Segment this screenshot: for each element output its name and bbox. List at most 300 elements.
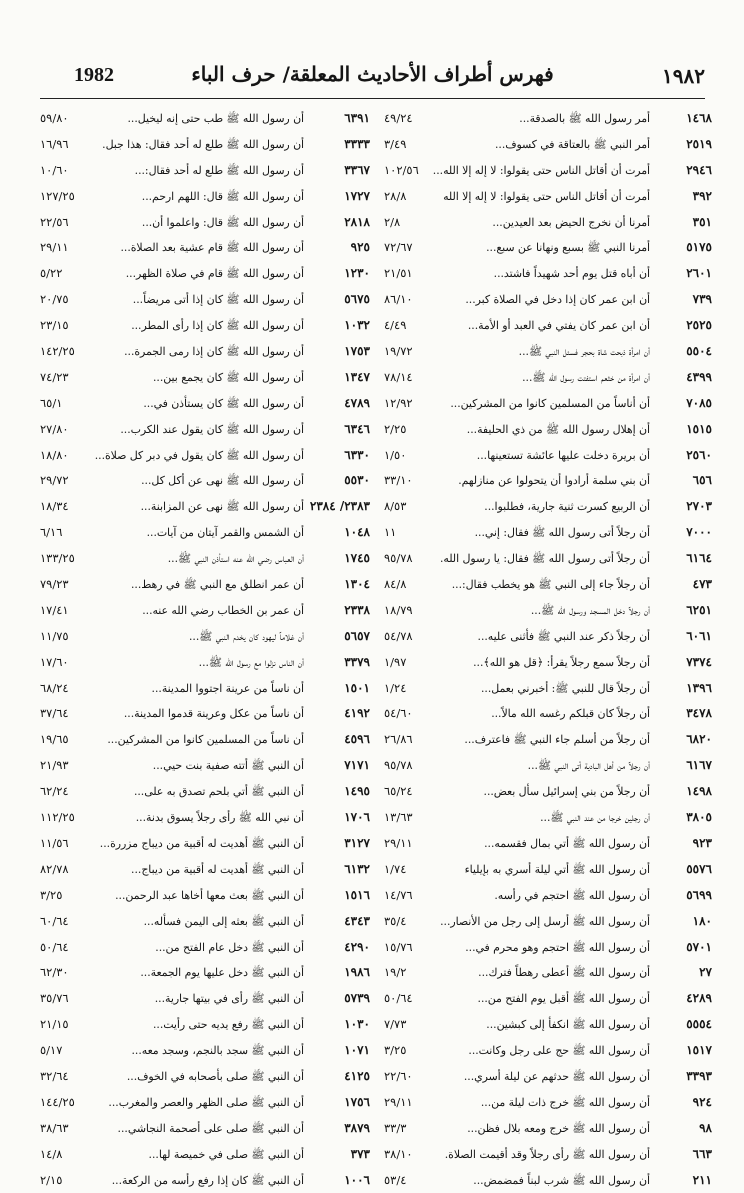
- index-entry: [382, 753, 712, 779]
- hadith-number: ١٣٩٦: [686, 680, 712, 695]
- book-chapter-reference: ١٤/٨: [40, 1146, 63, 1161]
- hadith-incipit: أن النبي ﷺ صلى بأصحابه في الخوف...: [126, 1069, 304, 1083]
- index-entry: [40, 805, 370, 831]
- hadith-number: ١٣٠٤: [344, 577, 370, 592]
- index-entry: [382, 468, 712, 494]
- hadith-incipit: أمر النبي ﷺ بالعتاقة في كسوف...: [494, 137, 650, 151]
- index-entry: [40, 261, 370, 287]
- index-entry: [382, 106, 712, 132]
- book-chapter-reference: ١٣٣/٢٥: [40, 551, 75, 566]
- hadith-number: ١٧٥٣: [344, 344, 370, 359]
- hadith-number: ٥٥٠٤: [686, 344, 712, 359]
- hadith-incipit: أن رسول الله ﷺ طب حتى إنه ليخيل...: [127, 112, 304, 125]
- book-chapter-reference: ٢٩/١١: [384, 1094, 413, 1109]
- index-entry: [40, 935, 370, 961]
- hadith-number: ١٧٥٦: [344, 1094, 370, 1109]
- hadith-number: ٣٣٧٩: [344, 654, 370, 669]
- index-entry: [382, 158, 712, 184]
- hadith-number: ٤٧٣: [692, 577, 712, 592]
- hadith-number: ٣٣٦٧: [344, 162, 370, 177]
- index-entry: [40, 1168, 370, 1193]
- book-chapter-reference: ١٩/٦٥: [40, 732, 69, 747]
- hadith-incipit: أن النبي ﷺ صلى في خميصة لها...: [148, 1147, 304, 1161]
- book-chapter-reference: ٥٤/٧٨: [384, 628, 413, 643]
- book-chapter-reference: ٥٣/٤: [384, 1172, 407, 1187]
- hadith-incipit: أن رسول الله ﷺ كان يستأذن في...: [143, 396, 304, 410]
- index-entry: [40, 235, 370, 261]
- book-chapter-reference: ١/٥٠: [384, 447, 407, 462]
- book-chapter-reference: ٢٢/٦٠: [384, 1068, 413, 1083]
- hadith-number: ١٤٩٥: [344, 784, 370, 799]
- hadith-number: ٩٢٣: [692, 835, 712, 850]
- hadith-number: ٣٥١: [692, 214, 712, 229]
- hadith-number: ٧٠٠٠: [686, 525, 712, 540]
- index-entry: [40, 468, 370, 494]
- index-entry: [382, 494, 712, 520]
- book-chapter-reference: ٢/٨: [384, 214, 401, 229]
- book-chapter-reference: ٢٩/٧٢: [40, 473, 69, 488]
- book-chapter-reference: ٣٣/١٠: [384, 473, 413, 488]
- hadith-incipit: أن ابن عمر كان يفتي في العبد أو الأمة...: [467, 319, 650, 333]
- book-chapter-reference: ١٠٢/٥٦: [384, 162, 419, 177]
- index-entry: [382, 1012, 712, 1038]
- index-entry: [382, 1168, 712, 1193]
- hadith-incipit: أن رجلاً أتى رسول الله ﷺ فقال: يا رسول الله.: [440, 552, 650, 566]
- index-entry: [382, 935, 712, 961]
- hadith-incipit: أن رجلاً ذكر عند النبي ﷺ فأثنى عليه...: [477, 629, 650, 643]
- hadith-incipit: أن رسول الله ﷺ حج على رجل وكانت...: [468, 1044, 650, 1058]
- index-entry: [40, 546, 370, 572]
- hadith-incipit: أن الربيع كسرت ثنية جارية، فطلبوا...: [484, 500, 650, 514]
- index-entry: [40, 210, 370, 236]
- book-chapter-reference: ٢٢/٥٦: [40, 214, 69, 229]
- index-entry: [382, 779, 712, 805]
- hadith-incipit: أن النبي ﷺ دخل عام الفتح من...: [155, 940, 304, 954]
- index-entry: [40, 650, 370, 676]
- hadith-number: ٢٨١٨: [344, 214, 370, 229]
- hadith-number: ٣١٢٧: [344, 835, 370, 850]
- book-chapter-reference: ٧٩/٢٣: [40, 577, 69, 592]
- index-entry: [382, 1090, 712, 1116]
- hadith-incipit: أن إهلال رسول الله ﷺ من ذي الحليفة...: [466, 422, 650, 436]
- index-entry: [40, 184, 370, 210]
- book-chapter-reference: ١٢/٩٢: [384, 395, 413, 410]
- index-entry: [40, 391, 370, 417]
- hadith-incipit: أن رسول الله ﷺ كان إذا رأى المطر...: [131, 319, 304, 333]
- book-chapter-reference: ٣٥/٤: [384, 913, 407, 928]
- hadith-incipit: أن عمر انطلق مع النبي ﷺ في رهط...: [130, 578, 304, 592]
- hadith-number: ٣٣٣٣: [344, 136, 370, 151]
- book-chapter-reference: ١/٧٤: [384, 861, 407, 876]
- hadith-incipit: أمرت أن أقاتل الناس حتى يقولوا: لا إله إلا الله...: [432, 163, 650, 177]
- hadith-number: ١٥١٧: [686, 1043, 712, 1058]
- hadith-number: ٧٠٨٥: [686, 395, 712, 410]
- index-entry: [382, 261, 712, 287]
- hadith-number: ٦٠٦١: [686, 628, 712, 643]
- book-chapter-reference: ٢٨/٨: [384, 188, 407, 203]
- hadith-number: ١٧٤٥: [344, 551, 370, 566]
- hadith-number: ٥١٧٥: [686, 240, 712, 255]
- index-entry: [382, 391, 712, 417]
- index-entry: [40, 1038, 370, 1064]
- index-entry: [382, 960, 712, 986]
- book-chapter-reference: ٨٦/١٠: [384, 292, 413, 307]
- book-chapter-reference: ٢١/٩٣: [40, 758, 69, 773]
- hadith-number: ٤٢٩٠: [344, 939, 370, 954]
- hadith-number: ١٥١٥: [686, 421, 712, 436]
- hadith-incipit: أن رسول الله ﷺ نهى عن أكل كل...: [141, 474, 304, 488]
- book-chapter-reference: ٩٥/٧٨: [384, 758, 413, 773]
- hadith-number: ٢٦٠١: [686, 266, 712, 281]
- book-chapter-reference: ٢١/٥١: [384, 266, 413, 281]
- book-chapter-reference: ١/٩٧: [384, 654, 407, 669]
- book-chapter-reference: ٣/٢٥: [384, 1043, 407, 1058]
- hadith-incipit: أن رسول الله ﷺ كان إذا رمى الجمرة...: [124, 345, 304, 359]
- book-chapter-reference: ٦/١٦: [40, 525, 63, 540]
- hadith-number: ٢٧٠٣: [686, 499, 712, 514]
- hadith-number: ٦٥٦: [692, 473, 712, 488]
- hadith-number: ٩٢٥: [350, 240, 370, 255]
- hadith-incipit: أن رسول الله ﷺ حدثهم عن ليلة أسري...: [463, 1069, 650, 1083]
- index-entry: [382, 805, 712, 831]
- book-chapter-reference: ٨/٥٣: [384, 499, 407, 514]
- index-entry: [40, 287, 370, 313]
- book-chapter-reference: ٧٢/٦٧: [384, 240, 413, 255]
- index-entry: [382, 235, 712, 261]
- hadith-number: ١٠٧١: [344, 1043, 370, 1058]
- book-chapter-reference: ٥٠/٦٤: [384, 991, 413, 1006]
- hadith-incipit: أمرنا النبي ﷺ بسبع ونهانا عن سبع...: [486, 241, 650, 255]
- hadith-incipit: أن عمر بن الخطاب رضي الله عنه...: [142, 603, 304, 617]
- book-chapter-reference: ٨٤/٨: [384, 577, 407, 592]
- hadith-number: ٩٢٤: [692, 1094, 712, 1109]
- hadith-number: ٤١٩٢: [344, 706, 370, 721]
- hadith-number: ٥٦٩٩: [686, 887, 712, 902]
- hadith-incipit: أن رسول الله ﷺ طلع له أحد فقال: هذا جبل.: [102, 137, 304, 151]
- hadith-incipit: أن النبي ﷺ صلى على أصحمة النجاشي...: [117, 1121, 304, 1135]
- hadith-incipit: أن النبي ﷺ رفع يديه حتى رأيت...: [152, 1018, 304, 1032]
- hadith-incipit: أن رجلاً كان قبلكم رغسه الله مالاً...: [491, 707, 650, 721]
- hadith-incipit: أن رجلاً من أسلم جاء النبي ﷺ فاعترف...: [464, 733, 650, 747]
- page-number-arabic: ١٩٨٢: [662, 64, 705, 88]
- index-entry: [382, 727, 712, 753]
- hadith-number: ٧٣٩: [692, 292, 712, 307]
- book-chapter-reference: ١٤/٧٦: [384, 887, 413, 902]
- book-chapter-reference: ٦٢/٣٠: [40, 965, 69, 980]
- hadith-incipit: أن النبي ﷺ كان إذا رفع رأسه من الركعة...: [111, 1173, 304, 1187]
- index-entry: [40, 676, 370, 702]
- index-entry: [40, 365, 370, 391]
- book-chapter-reference: ٦٢/٢٤: [40, 784, 69, 799]
- index-entry: [40, 132, 370, 158]
- book-chapter-reference: ٩٥/٧٨: [384, 551, 413, 566]
- index-entry: [382, 210, 712, 236]
- hadith-number: ١٥١٦: [344, 887, 370, 902]
- hadith-number: ٤١٢٥: [344, 1068, 370, 1083]
- book-chapter-reference: ٥٩/٨٠: [40, 111, 69, 125]
- book-chapter-reference: ٥٤/٦٠: [384, 706, 413, 721]
- book-chapter-reference: ١١/٧٥: [40, 628, 69, 643]
- hadith-incipit: أن العباس رضي الله عنه استأذن النبي ﷺ...: [167, 552, 304, 566]
- book-chapter-reference: ٣/٤٩: [384, 136, 407, 151]
- book-chapter-reference: ٣٢/٦٤: [40, 1068, 69, 1083]
- hadith-number: ٥٧٣٩: [344, 991, 370, 1006]
- hadith-incipit: أن رسول الله ﷺ انكفأ إلى كبشين...: [486, 1018, 650, 1032]
- index-entry: [382, 1064, 712, 1090]
- hadith-incipit: أن رسول الله ﷺ أتي بمال فقسمه...: [484, 836, 650, 850]
- hadith-incipit: أن رسول الله ﷺ خرج ذات ليلة من...: [480, 1095, 650, 1109]
- index-entry: [382, 650, 712, 676]
- hadith-number: ٦٣٣٠: [344, 447, 370, 462]
- hadith-incipit: أن رجلاً سمع رجلاً يقرأ: ﴿قل هو الله﴾...: [473, 655, 650, 669]
- book-chapter-reference: ٦٥/١: [40, 395, 63, 410]
- book-chapter-reference: ٥٠/٦٤: [40, 939, 69, 954]
- hadith-incipit: أن رجلاً أتى رسول الله ﷺ فقال: إني...: [474, 526, 650, 540]
- hadith-number: ٥٥٣٠: [344, 473, 370, 488]
- book-chapter-reference: ١٧/٤١: [40, 602, 69, 617]
- hadith-number: ٣٨٧٩: [344, 1120, 370, 1135]
- book-chapter-reference: ٢٠/٧٥: [40, 292, 69, 307]
- index-column-right: [382, 106, 712, 1193]
- hadith-incipit: أن النبي ﷺ أهديت له أقبية من ديباج...: [131, 862, 304, 876]
- book-chapter-reference: ١١/٥٦: [40, 835, 69, 850]
- page-title: فهرس أطراف الأحاديث المعلقة/ حرف الباء: [191, 62, 554, 86]
- index-entry: [40, 313, 370, 339]
- book-chapter-reference: ٥/١٧: [40, 1043, 63, 1058]
- hadith-number: ٧١٧١: [344, 758, 370, 773]
- hadith-incipit: أن النبي ﷺ أتي بلحم تصدق به على...: [133, 785, 304, 799]
- index-entry: [40, 960, 370, 986]
- hadith-number: ٤٣٤٣: [344, 913, 370, 928]
- hadith-incipit: أن رجلاً جاء إلى النبي ﷺ هو يخطب فقال:...: [451, 578, 650, 592]
- hadith-incipit: أن النبي ﷺ بعث معها أخاها عبد الرحمن...: [115, 888, 304, 902]
- index-entry: [40, 494, 370, 520]
- index-entry: [40, 598, 370, 624]
- index-entry: [382, 365, 712, 391]
- index-entry: [40, 1064, 370, 1090]
- index-entry: [382, 676, 712, 702]
- book-chapter-reference: ٦٠/٦٤: [40, 913, 69, 928]
- hadith-incipit: أن ناساً من المسلمين كانوا من المشركين...: [107, 733, 304, 747]
- index-entry: [382, 1116, 712, 1142]
- index-entry: [40, 443, 370, 469]
- hadith-number: ١٧٢٧: [344, 188, 370, 203]
- book-chapter-reference: ٢/١٥: [40, 1172, 63, 1187]
- page-number-latin: 1982: [74, 64, 114, 86]
- hadith-incipit: أن أناساً من المسلمين كانوا من المشركين...: [450, 396, 650, 410]
- index-entry: [382, 443, 712, 469]
- hadith-number: ١٣٤٧: [344, 369, 370, 384]
- index-entry: [40, 857, 370, 883]
- book-chapter-reference: ٤/٤٩: [384, 318, 407, 333]
- book-chapter-reference: ٢٧/٨٠: [40, 421, 69, 436]
- hadith-number: ٢٣٨٣/ ٢٣٨٤: [309, 499, 370, 514]
- hadith-incipit: أن رجلاً قال للنبي ﷺ: أخبرني بعمل...: [480, 681, 650, 695]
- hadith-number: ٢١١: [692, 1172, 712, 1187]
- index-entry: [40, 1012, 370, 1038]
- index-entry: [40, 701, 370, 727]
- book-chapter-reference: ٨٢/٧٨: [40, 861, 69, 876]
- hadith-number: ٢٣٣٨: [344, 602, 370, 617]
- hadith-number: ٣٩٢: [692, 188, 712, 203]
- hadith-number: ٤٢٨٩: [686, 991, 712, 1006]
- book-chapter-reference: ٢٩/١١: [384, 835, 413, 850]
- book-chapter-reference: ١٩/٧٢: [384, 344, 413, 359]
- index-entry: [382, 701, 712, 727]
- hadith-incipit: أن النبي ﷺ دخل عليها يوم الجمعة...: [140, 966, 304, 980]
- book-chapter-reference: ٢٣/١٥: [40, 318, 69, 333]
- hadith-incipit: أمرنا أن نخرج الحيض بعد العيدين...: [492, 215, 650, 229]
- hadith-number: ٦١٦٤: [686, 551, 712, 566]
- hadith-incipit: أن رجلاً من بني إسرائيل سأل بعض...: [483, 785, 650, 799]
- hadith-incipit: أن رسول الله ﷺ قال: اللهم ارحم...: [141, 189, 304, 203]
- hadith-number: ٦١٦٧: [686, 758, 712, 773]
- hadith-number: ١٠٤٨: [344, 525, 370, 540]
- hadith-number: ١٨٠: [692, 913, 712, 928]
- book-chapter-reference: ٧٨/١٤: [384, 369, 413, 384]
- hadith-number: ٥٧٠١: [686, 939, 712, 954]
- index-entry: [382, 184, 712, 210]
- hadith-incipit: أن رسول الله ﷺ قام في صلاة الظهر...: [125, 267, 304, 281]
- book-chapter-reference: ١٨/٨٠: [40, 447, 69, 462]
- hadith-incipit: أن رسول الله ﷺ كان يقول في دبر كل صلاة...: [94, 448, 304, 462]
- hadith-number: ٦١٣٢: [344, 861, 370, 876]
- index-entry: [40, 883, 370, 909]
- index-entry: [382, 546, 712, 572]
- hadith-number: ٢٧: [699, 965, 712, 980]
- book-chapter-reference: ٣٧/٦٤: [40, 706, 69, 721]
- index-entry: [40, 572, 370, 598]
- index-entry: [40, 417, 370, 443]
- hadith-incipit: أن ابن عمر كان إذا دخل في الصلاة كبر...: [465, 293, 650, 307]
- hadith-number: ٣٤٧٨: [686, 706, 712, 721]
- hadith-incipit: أن رسول الله ﷺ كان يقول عند الكرب...: [120, 422, 304, 436]
- hadith-incipit: أن رسول الله ﷺ كان يجمع بين...: [153, 370, 304, 384]
- hadith-incipit: أن الشمس والقمر آيتان من آيات...: [146, 526, 304, 540]
- book-chapter-reference: ١١: [384, 525, 397, 540]
- index-entry: [40, 1090, 370, 1116]
- hadith-number: ٤٧٨٩: [344, 395, 370, 410]
- index-entry: [40, 106, 370, 132]
- hadith-incipit: أن ناساً من عكل وعرينة قدموا المدينة...: [123, 707, 304, 721]
- index-entry: [382, 857, 712, 883]
- index-entry: [382, 1142, 712, 1168]
- index-entry: [40, 779, 370, 805]
- hadith-number: ٥٥٥٤: [686, 1017, 712, 1032]
- book-chapter-reference: ٦٥/٢٤: [384, 784, 413, 799]
- page-header: [40, 58, 705, 99]
- hadith-number: ١٤٩٨: [686, 784, 712, 799]
- hadith-number: ٦٨٢٠: [686, 732, 712, 747]
- hadith-incipit: أن النبي ﷺ بعثه إلى اليمن فسأله...: [143, 914, 304, 928]
- hadith-incipit: أن رسول الله ﷺ احتجم في رأسه.: [494, 888, 650, 902]
- hadith-number: ٣٣٩٣: [686, 1068, 712, 1083]
- hadith-number: ٤٥٩٦: [344, 732, 370, 747]
- hadith-incipit: أن النبي ﷺ أهديت له أقبية من ديباج مزررة...: [99, 836, 304, 850]
- hadith-number: ٢٥١٩: [686, 136, 712, 151]
- hadith-incipit: أن بني سلمة أرادوا أن يتحولوا عن منازلهم.: [458, 474, 650, 488]
- hadith-number: ١٧٠٦: [344, 810, 370, 825]
- hadith-incipit: أن امرأة من خثعم استفتت رسول الله ﷺ...: [522, 370, 650, 384]
- hadith-incipit: أن رجلاً دخل المسجد ورسول الله ﷺ...: [530, 603, 650, 617]
- book-chapter-reference: ١٨/٧٩: [384, 602, 413, 617]
- hadith-incipit: أن رسول الله ﷺ خرج ومعه بلال فظن...: [467, 1121, 650, 1135]
- index-entry: [382, 572, 712, 598]
- book-chapter-reference: ١٤٤/٢٥: [40, 1094, 75, 1109]
- book-chapter-reference: ٦٨/٢٤: [40, 680, 69, 695]
- hadith-number: ٦٦٣: [692, 1146, 712, 1161]
- hadith-number: ١٠٣٢: [344, 318, 370, 333]
- hadith-incipit: أن رسول الله ﷺ شرب لبناً فمضمض...: [473, 1173, 650, 1187]
- hadith-number: ٩٨: [699, 1120, 712, 1135]
- hadith-number: ٥٦٥٧: [344, 628, 370, 643]
- book-chapter-reference: ١٤٢/٢٥: [40, 344, 75, 359]
- hadith-incipit: أن رسول الله ﷺ أتي ليلة أسري به بإيلياء: [464, 862, 650, 876]
- hadith-incipit: أن رسول الله ﷺ قام عشية بعد الصلاة...: [120, 241, 304, 255]
- hadith-incipit: أن الناس نزلوا مع رسول الله ﷺ...: [198, 655, 304, 669]
- index-entry: [382, 313, 712, 339]
- hadith-incipit: أن غلاماً ليهود كان يخدم النبي ﷺ...: [188, 629, 304, 643]
- hadith-incipit: أن أباه قتل يوم أحد شهيداً فاشتد...: [493, 267, 650, 281]
- hadith-number: ٢٩٤٦: [686, 162, 712, 177]
- book-chapter-reference: ٣/٢٥: [40, 887, 63, 902]
- index-entry: [382, 339, 712, 365]
- book-chapter-reference: ٧/٧٣: [384, 1017, 407, 1032]
- hadith-incipit: أن النبي ﷺ رأى في بيتها جارية...: [154, 992, 304, 1006]
- index-entry: [40, 831, 370, 857]
- book-chapter-reference: ٥/٢٢: [40, 266, 63, 281]
- index-entry: [382, 287, 712, 313]
- hadith-number: ٢٥٢٥: [686, 318, 712, 333]
- hadith-number: ١٩٨٦: [344, 965, 370, 980]
- hadith-incipit: أن النبي ﷺ صلى الظهر والعصر والمغرب...: [108, 1095, 304, 1109]
- index-entry: [382, 520, 712, 546]
- book-chapter-reference: ١٨/٣٤: [40, 499, 69, 514]
- hadith-number: ٦٣٤٦: [344, 421, 370, 436]
- index-entry: [382, 883, 712, 909]
- hadith-incipit: أن رسول الله ﷺ قال: واعلموا أن...: [141, 215, 304, 229]
- hadith-incipit: أن رسول الله ﷺ رأى رجلاً وقد أقيمت الصلاة.: [444, 1147, 650, 1161]
- hadith-incipit: أن بريرة دخلت عليها عائشة تستعينها...: [476, 448, 650, 462]
- index-entry: [40, 624, 370, 650]
- hadith-incipit: أن رسول الله ﷺ طلع له أحد فقال:...: [134, 163, 304, 177]
- index-entry: [40, 727, 370, 753]
- book-chapter-reference: ٣٨/٦٣: [40, 1120, 69, 1135]
- hadith-incipit: أمر رسول الله ﷺ بالصدقة...: [519, 112, 650, 125]
- book-chapter-reference: ٣٣/٣: [384, 1120, 407, 1135]
- hadith-incipit: أن رسول الله ﷺ أعطى رهطاً فترك...: [478, 966, 650, 980]
- hadith-incipit: أن امرأة ذبحت شاة بحجر فسئل النبي ﷺ...: [518, 345, 650, 359]
- book-chapter-reference: ٣٨/١٠: [384, 1146, 413, 1161]
- hadith-incipit: أن رجلين خرجا من عند النبي ﷺ...: [540, 811, 650, 825]
- hadith-incipit: أن رسول الله ﷺ كان إذا أتى مريضاً...: [132, 293, 304, 307]
- hadith-number: ١٠٠٦: [344, 1172, 370, 1187]
- book-chapter-reference: ١٧/٦٠: [40, 654, 69, 669]
- hadith-number: ٤٣٩٩: [686, 369, 712, 384]
- hadith-number: ٦٢٥١: [686, 602, 712, 617]
- book-chapter-reference: ١/٢٤: [384, 680, 407, 695]
- hadith-number: ٧٣٧٤: [686, 654, 712, 669]
- index-entry: [40, 1116, 370, 1142]
- book-chapter-reference: ٢١/١٥: [40, 1017, 69, 1032]
- index-entry: [40, 520, 370, 546]
- index-entry: [40, 158, 370, 184]
- index-entry: [382, 1038, 712, 1064]
- book-chapter-reference: ١١٢/٢٥: [40, 810, 75, 825]
- index-entry: [382, 909, 712, 935]
- hadith-incipit: أن ناساً من عرينة اجتووا المدينة...: [151, 681, 304, 695]
- hadith-incipit: أمرت أن أقاتل الناس حتى يقولوا: لا إله إلا الله: [443, 189, 650, 203]
